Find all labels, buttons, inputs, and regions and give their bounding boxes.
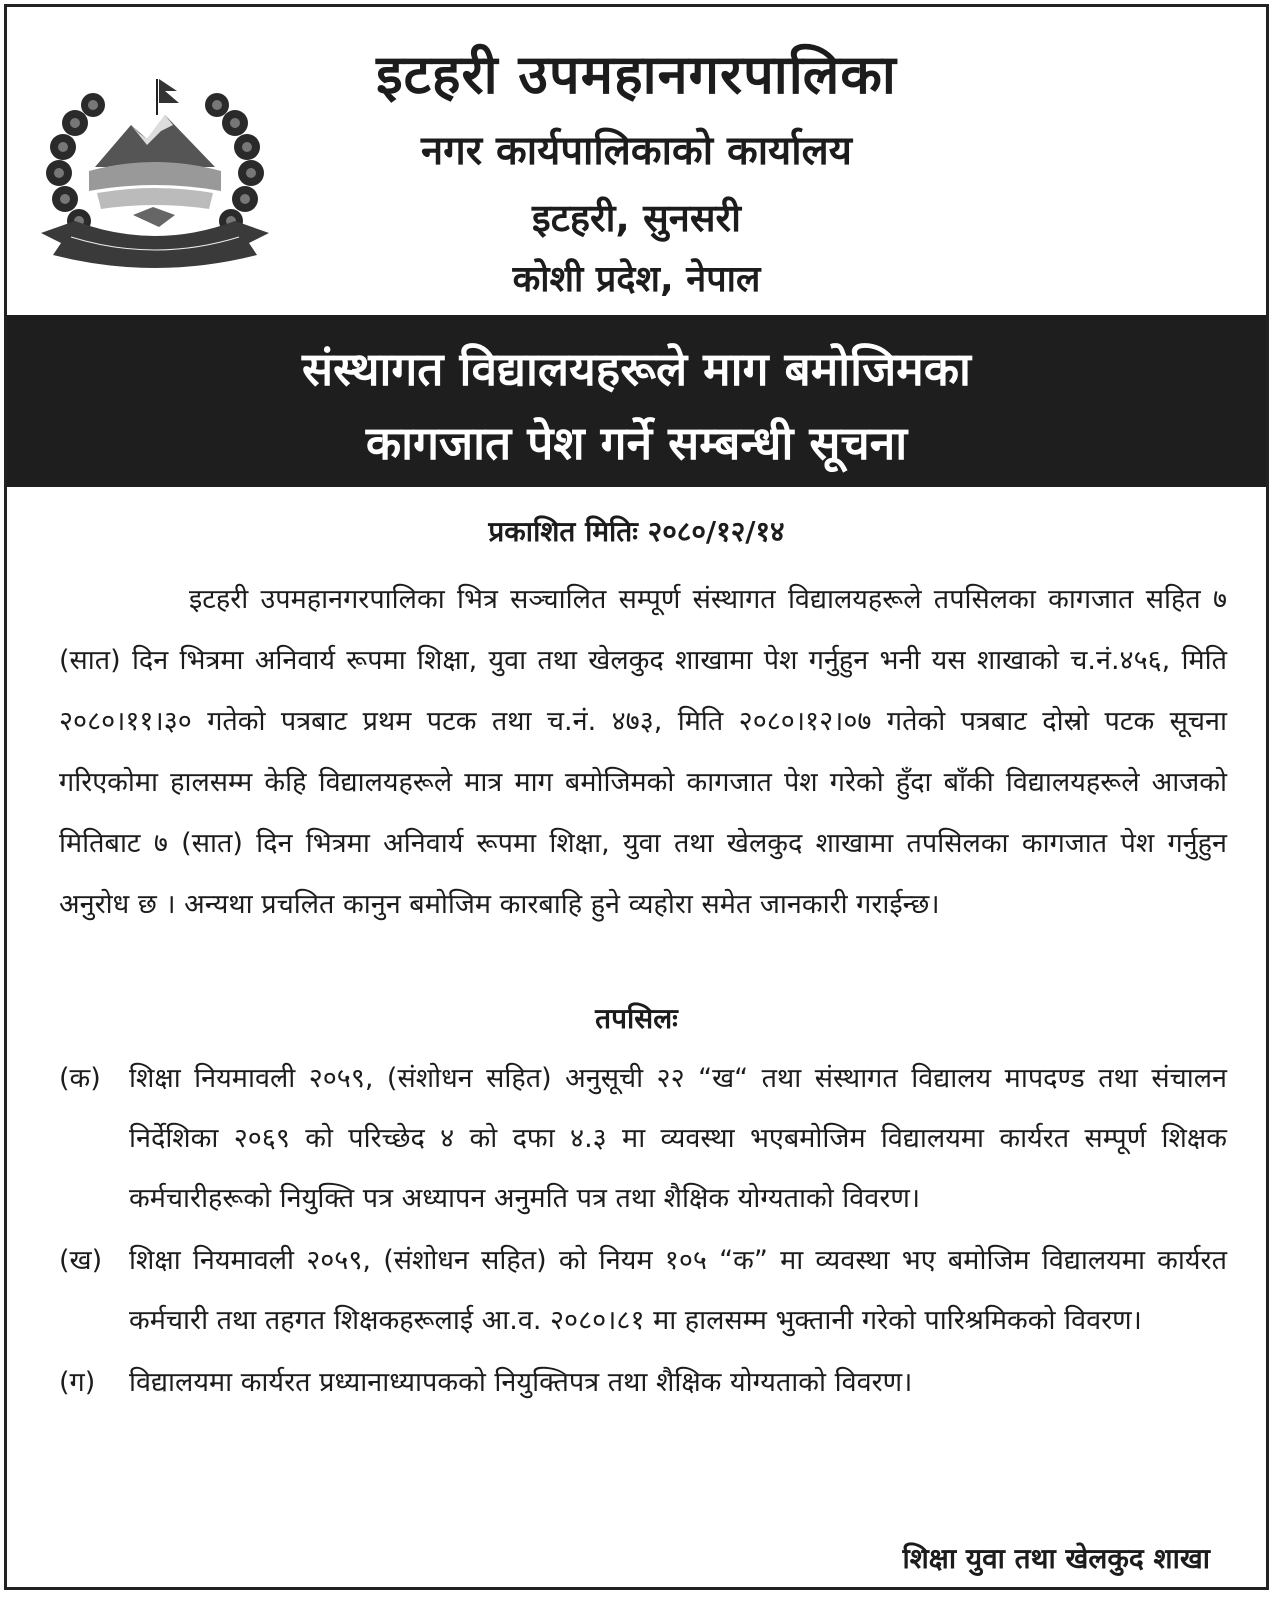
notice-frame <box>4 4 1269 1590</box>
notice-header <box>7 7 1266 315</box>
issuing-section-signature: शिक्षा युवा तथा खेलकुद शाखा <box>902 1542 1210 1575</box>
document-list <box>59 1049 1227 1415</box>
notice-body <box>59 569 1227 935</box>
list-item-text: शिक्षा नियमावली २०५९, (संशोधन सहित) को नियम १०५ “क” मा व्यवस्था भए बमोजिम विद्यालयमा कार्यरत कर्मचारी तथा तहगत शिक्षकहरूलाई आ.व. २०८०।८१ मा हालसम्म भुक्तानी गरेको पारिश्रमिकको विवरण। <box>129 1245 1227 1336</box>
list-item-marker: (ख) <box>59 1245 103 1276</box>
list-item-marker: (ग) <box>59 1367 96 1398</box>
list-item-text: विद्यालयमा कार्यरत प्रध्यानाध्यापकको नियुक्तिपत्र तथा शैक्षिक योग्यताको विवरण। <box>129 1367 913 1398</box>
notice-title-line1: संस्थागत विद्यालयहरूले माग बमोजिमका <box>302 342 971 396</box>
list-item-text: शिक्षा नियमावली २०५९, (संशोधन सहित) अनुसूची २२ “ख“ तथा संस्थागत विद्यालय मापदण्ड तथा संचालन निर्देशिका २०६९ को परिच्छेद ४ को दफा ४.३ मा व्यवस्था भएबमोजिम विद्यालयमा कार्यरत सम्पूर्ण शिक्षक कर्मचारीहरूको नियुक्ति पत्र अध्यापन अनुमति पत्र तथा शैक्षिक योग्यताको विवरण। <box>129 1063 1227 1214</box>
published-date: प्रकाशित मितिः २०८०/१२/१४ <box>488 515 785 548</box>
tapasil-heading: तपसिलः <box>595 1002 678 1035</box>
list-item <box>59 1353 1227 1413</box>
list-item <box>59 1231 1227 1351</box>
province-country: कोशी प्रदेश, नेपाल <box>512 259 761 300</box>
office-name: नगर कार्यपालिकाको कार्यालय <box>421 128 852 174</box>
notice-title-banner <box>7 315 1266 487</box>
notice-title-line2: कागजात पेश गर्ने सम्बन्धी सूचना <box>365 416 908 470</box>
municipality-name: इटहरी उपमहानगरपालिका <box>376 43 897 106</box>
list-item <box>59 1049 1227 1229</box>
body-paragraph: इटहरी उपमहानगरपालिका भित्र सञ्चालित सम्पूर्ण संस्थागत विद्यालयहरूले तपसिलका कागजात सहित ७ (सात) दिन भित्रमा अनिवार्य रूपमा शिक्षा, युवा तथा खेलकुद शाखामा पेश गर्नुहुन भनी यस शाखाको च.नं.४५६, मिति २०८०।११।३० गतेको पत्रबाट प्रथम पटक तथा च.नं. ४७३, मिति २०८०।१२।०७ गतेको पत्रबाट दोस्रो पटक सूचना गरिएकोमा हालसम्म केहि विद्यालयहरूले मात्र माग बमोजिमको कागजात पेश गरेको हुँदा बाँकी विद्यालयहरूले आजको मितिबाट ७ (सात) दिन भित्रमा अनिवार्य रूपमा शिक्षा, युवा तथा खेलकुद शाखामा तपसिलका कागजात पेश गर्नुहुन अनुरोध छ । अन्यथा प्रचलित कानुन बमोजिम कारबाहि हुने व्यहोरा समेत जानकारी गराईन्छ। <box>59 584 1227 920</box>
list-item-marker: (क) <box>59 1063 101 1094</box>
office-location: इटहरी, सुनसरी <box>532 196 741 240</box>
